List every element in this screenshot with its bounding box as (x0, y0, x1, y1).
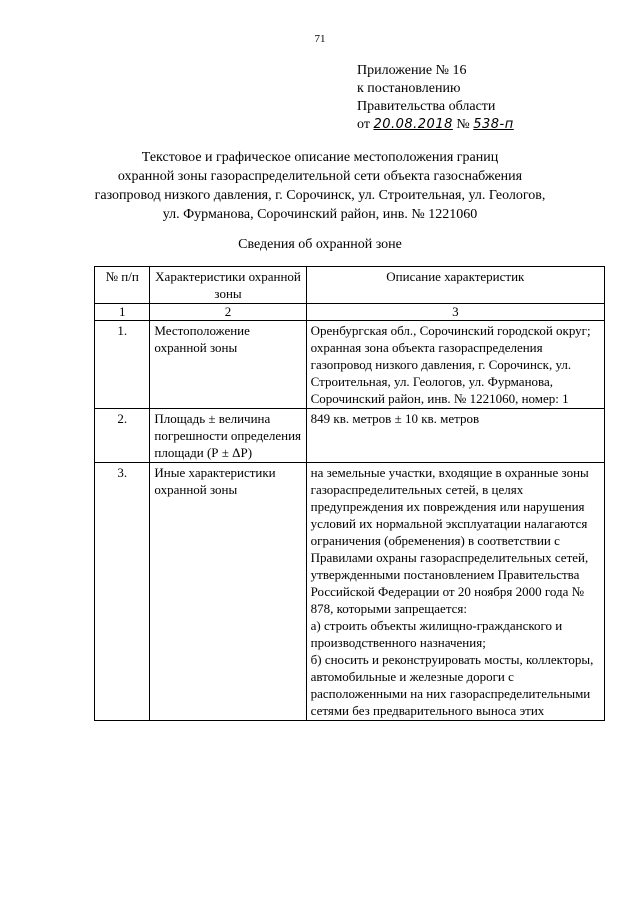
row-num: 2. (95, 409, 150, 463)
header-characteristics: Характеристики охранной зоны (150, 267, 306, 304)
row-num: 3. (95, 463, 150, 721)
page-number: 71 (314, 33, 326, 45)
row-characteristic: Иные характеристики охранной зоны (150, 463, 306, 721)
annex-date-line (357, 116, 514, 134)
row-characteristic: Местоположение охранной зоны (150, 321, 306, 409)
table-row (95, 463, 605, 721)
handwritten-number: 538-п (473, 117, 514, 132)
title-line-2: охранной зоны газораспределительной сети объекта газоснабжения (117, 169, 523, 184)
document-title (40, 148, 600, 224)
row-characteristic: Площадь ± величина погрешности определения площади (Р ± ΔР) (150, 409, 306, 463)
annex-line-3: Правительства области (357, 99, 496, 114)
protection-zone-table (94, 266, 605, 721)
table-header-row (95, 267, 605, 304)
header-description: Описание характеристик (306, 267, 604, 304)
column-number: 1 (95, 304, 150, 321)
from-label: от (357, 117, 370, 132)
section-title: Сведения об охранной зоне (238, 237, 402, 252)
title-line-1: Текстовое и графическое описание местоположения границ (141, 150, 499, 165)
table-row (95, 321, 605, 409)
title-line-4: ул. Фурманова, Сорочинский район, инв. № 1221060 (162, 207, 478, 222)
column-number: 2 (150, 304, 306, 321)
description-item-a: а) строить объекты жилищно-гражданского и производственного назначения; (310, 618, 563, 650)
row-description: Оренбургская обл., Сорочинский городской округ; охранная зона объекта газораспределения газопровод низкого давления, г. Сорочинск, ул. Строительная, ул. Геологов, ул. Фурманова, Сорочинский район, инв. № 1221060, номер: 1 (306, 321, 604, 409)
header-num: № п/п (95, 267, 150, 304)
row-num: 1. (95, 321, 150, 409)
row-description: 849 кв. метров ± 10 кв. метров (306, 409, 604, 463)
table-row (95, 409, 605, 463)
row-description (306, 463, 604, 721)
title-line-3: газопровод низкого давления, г. Сорочинск, ул. Строительная, ул. Геологов, (94, 188, 546, 203)
handwritten-date: 20.08.2018 (373, 117, 453, 132)
column-number-row (95, 304, 605, 321)
annex-line-2: к постановлению (357, 81, 461, 96)
annex-line-1: Приложение № 16 (357, 63, 467, 78)
annex-block (357, 62, 514, 134)
number-label: № (456, 117, 470, 132)
description-item-b: б) сносить и реконструировать мосты, коллекторы, автомобильные и железные дороги с расположенными на них газораспределительными сетями без предварительного выноса этих (310, 652, 594, 718)
column-number: 3 (306, 304, 604, 321)
description-paragraph: на земельные участки, входящие в охранные зоны газораспределительных сетей, в целях предупреждения их повреждения или нарушения условий их нормальной эксплуатации налагаются ограничения (обременения) в соответствии с Правилами охраны газораспределительных сетей, утвержденными постановлением Правительства Российской Федерации от 20 ноября 2000 года № 878, которыми запрещается: (310, 465, 589, 616)
